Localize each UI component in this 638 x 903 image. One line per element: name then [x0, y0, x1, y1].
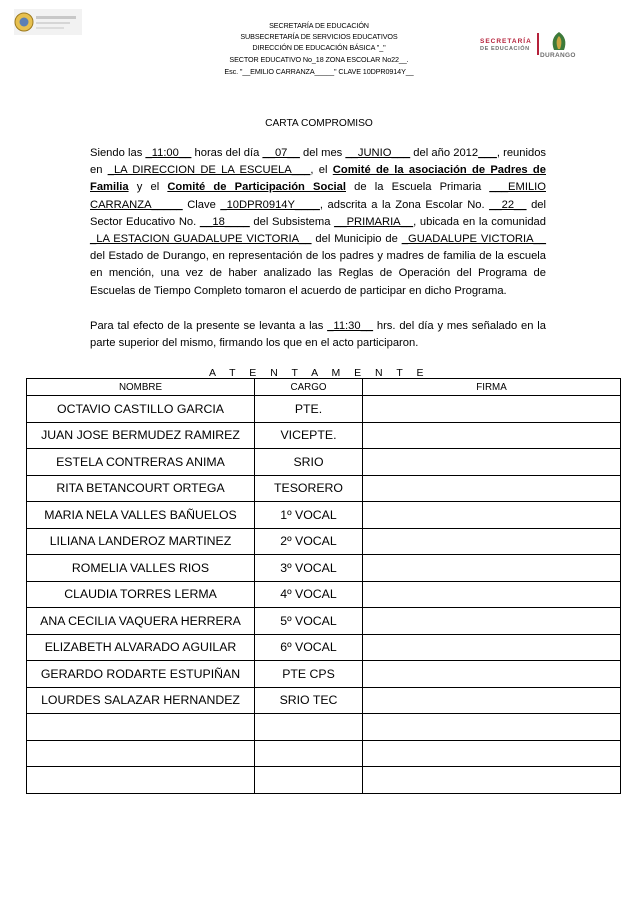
commitment-paragraph: [90, 145, 546, 300]
cell-firma: [363, 661, 621, 688]
cell-firma: [363, 555, 621, 582]
cell-nombre: JUAN JOSE BERMUDEZ RAMIREZ: [27, 422, 255, 449]
cell-cargo: 1º VOCAL: [255, 502, 363, 529]
field-sector: __18____: [199, 215, 250, 228]
logo-brand: DURANGO: [540, 52, 576, 59]
cell-cargo: PTE CPS: [255, 661, 363, 688]
text-fragment: de la Escuela Primaria: [346, 181, 490, 194]
table-row: [27, 608, 621, 635]
cell-nombre: MARIA NELA VALLES BAÑUELOS: [27, 502, 255, 529]
cell-firma: [363, 634, 621, 661]
table-row: [27, 687, 621, 714]
cell-nombre: LILIANA LANDEROZ MARTINEZ: [27, 528, 255, 555]
committee-social: Comité de Participación Social: [167, 181, 346, 194]
text-fragment: del año 2012: [410, 147, 479, 159]
header-line-2: SUBSECRETARÍA DE SERVICIOS EDUCATIVOS: [240, 32, 398, 41]
cell-nombre: ESTELA CONTRERAS ANIMA: [27, 449, 255, 476]
text-fragment: , adscrita a la Zona Escolar No.: [319, 198, 490, 211]
signing-paragraph: [90, 318, 546, 352]
cell-nombre: CLAUDIA TORRES LERMA: [27, 581, 255, 608]
cell-firma: [363, 687, 621, 714]
field-school-key: _10DPR0914Y____: [220, 198, 320, 211]
table-row: [27, 555, 621, 582]
page-title: CARTA COMPROMISO: [265, 118, 373, 129]
cell-nombre: GERARDO RODARTE ESTUPIÑAN: [27, 661, 255, 688]
cell-cargo: [255, 740, 363, 767]
cell-firma: [363, 714, 621, 741]
cell-cargo: [255, 714, 363, 741]
table-row: [27, 396, 621, 423]
secretaria-durango-logo: [480, 30, 608, 62]
text-fragment: Siendo las: [90, 147, 146, 159]
field-day: __07__: [262, 147, 300, 159]
signatures-table: [26, 378, 621, 794]
table-header-row: [27, 379, 621, 396]
cell-firma: [363, 475, 621, 502]
table-row: [27, 740, 621, 767]
cell-cargo: SRIO TEC: [255, 687, 363, 714]
field-community: _LA ESTACION GUADALUPE VICTORIA__: [90, 233, 312, 246]
text-fragment: , el: [310, 164, 333, 177]
table-row: [27, 661, 621, 688]
column-header-cargo: CARGO: [255, 379, 363, 396]
cell-firma: [363, 581, 621, 608]
table-row: [27, 475, 621, 502]
cell-firma: [363, 449, 621, 476]
cell-cargo: VICEPTE.: [255, 422, 363, 449]
text-fragment: horas del día: [191, 147, 263, 159]
committee-parents: Comité de la asociación de Padres de Familia: [90, 164, 546, 194]
header-line-5: Esc. "__EMILIO CARRANZA_____" CLAVE 10DPR0914Y__: [224, 67, 414, 76]
cell-firma: [363, 740, 621, 767]
text-fragment: hrs. del día y mes señalado en la parte superior del mismo, firmando los que en el acto participaron.: [90, 320, 547, 350]
field-month: __JUNIO___: [345, 147, 411, 159]
table-row: [27, 714, 621, 741]
cell-cargo: 3º VOCAL: [255, 555, 363, 582]
field-signing-hour: _11:30__: [327, 320, 374, 332]
table-row: [27, 502, 621, 529]
cell-nombre: [27, 714, 255, 741]
field-meeting-place: _LA DIRECCION DE LA ESCUELA___: [107, 164, 311, 177]
cell-nombre: [27, 740, 255, 767]
cell-firma: [363, 422, 621, 449]
cell-nombre: ELIZABETH ALVARADO AGUILAR: [27, 634, 255, 661]
cell-nombre: ANA CECILIA VAQUERA HERRERA: [27, 608, 255, 635]
cell-cargo: 5º VOCAL: [255, 608, 363, 635]
text-fragment: , ubicada en la comunidad: [413, 215, 546, 228]
text-fragment: , reunidos en: [90, 147, 547, 177]
table-row: [27, 581, 621, 608]
cell-nombre: OCTAVIO CASTILLO GARCIA: [27, 396, 255, 423]
cell-firma: [363, 608, 621, 635]
cell-cargo: 2º VOCAL: [255, 528, 363, 555]
cell-cargo: PTE.: [255, 396, 363, 423]
cell-cargo: SRIO: [255, 449, 363, 476]
table-row: [27, 767, 621, 794]
cell-firma: [363, 502, 621, 529]
header-line-3: DIRECCIÓN DE EDUCACIÓN BÁSICA "_": [252, 43, 386, 52]
cell-cargo: 4º VOCAL: [255, 581, 363, 608]
text-fragment: Para tal efecto de la presente se levanta a las: [90, 320, 328, 332]
field-school-name: ___EMILIO CARRANZA_____: [90, 181, 546, 211]
table-row: [27, 449, 621, 476]
field-year-blank: ___: [478, 147, 497, 159]
cell-cargo: TESORERO: [255, 475, 363, 502]
cell-nombre: ROMELIA VALLES RIOS: [27, 555, 255, 582]
cell-nombre: LOURDES SALAZAR HERNANDEZ: [27, 687, 255, 714]
column-header-firma: FIRMA: [363, 379, 621, 396]
header-line-4: SECTOR EDUCATIVO No_18 ZONA ESCOLAR No22__.: [229, 55, 409, 64]
text-fragment: Clave: [182, 198, 221, 211]
field-hour: _11:00__: [145, 147, 192, 159]
logo-text-line-2: DE EDUCACIÓN: [480, 46, 530, 52]
cell-firma: [363, 396, 621, 423]
cell-nombre: RITA BETANCOURT ORTEGA: [27, 475, 255, 502]
text-fragment: del Subsistema: [249, 215, 335, 228]
column-header-nombre: NOMBRE: [27, 379, 255, 396]
text-fragment: del Sector Educativo No.: [90, 198, 546, 228]
table-row: [27, 634, 621, 661]
field-subsystem: __PRIMARIA__: [334, 215, 414, 228]
logo-text-line-1: SECRETARÍA: [480, 38, 532, 45]
logo-divider: [537, 33, 539, 55]
field-municipality: _GUADALUPE VICTORIA__: [401, 233, 547, 246]
header-line-1: SECRETARÍA DE EDUCACIÓN: [269, 21, 369, 30]
durango-emblem-icon: [544, 30, 574, 54]
table-row: [27, 422, 621, 449]
field-zone: __22__: [489, 198, 527, 211]
atentamente-heading: A T E N T A M E N T E: [209, 367, 429, 379]
text-fragment: del mes: [299, 147, 346, 159]
text-fragment: y el: [128, 181, 168, 194]
cell-nombre: [27, 767, 255, 794]
text-fragment: del Estado de Durango, en representación de los padres y madres de familia de la escuela en mención, una vez de haber analizado las Reglas de Operación del Programa de Escuelas de Tiempo Completo tomaron el acuerdo de participar en dicho Programa.: [90, 250, 546, 297]
cell-cargo: 6º VOCAL: [255, 634, 363, 661]
text-fragment: del Municipio de: [311, 233, 402, 246]
cell-firma: [363, 767, 621, 794]
table-row: [27, 528, 621, 555]
cell-cargo: [255, 767, 363, 794]
cell-firma: [363, 528, 621, 555]
